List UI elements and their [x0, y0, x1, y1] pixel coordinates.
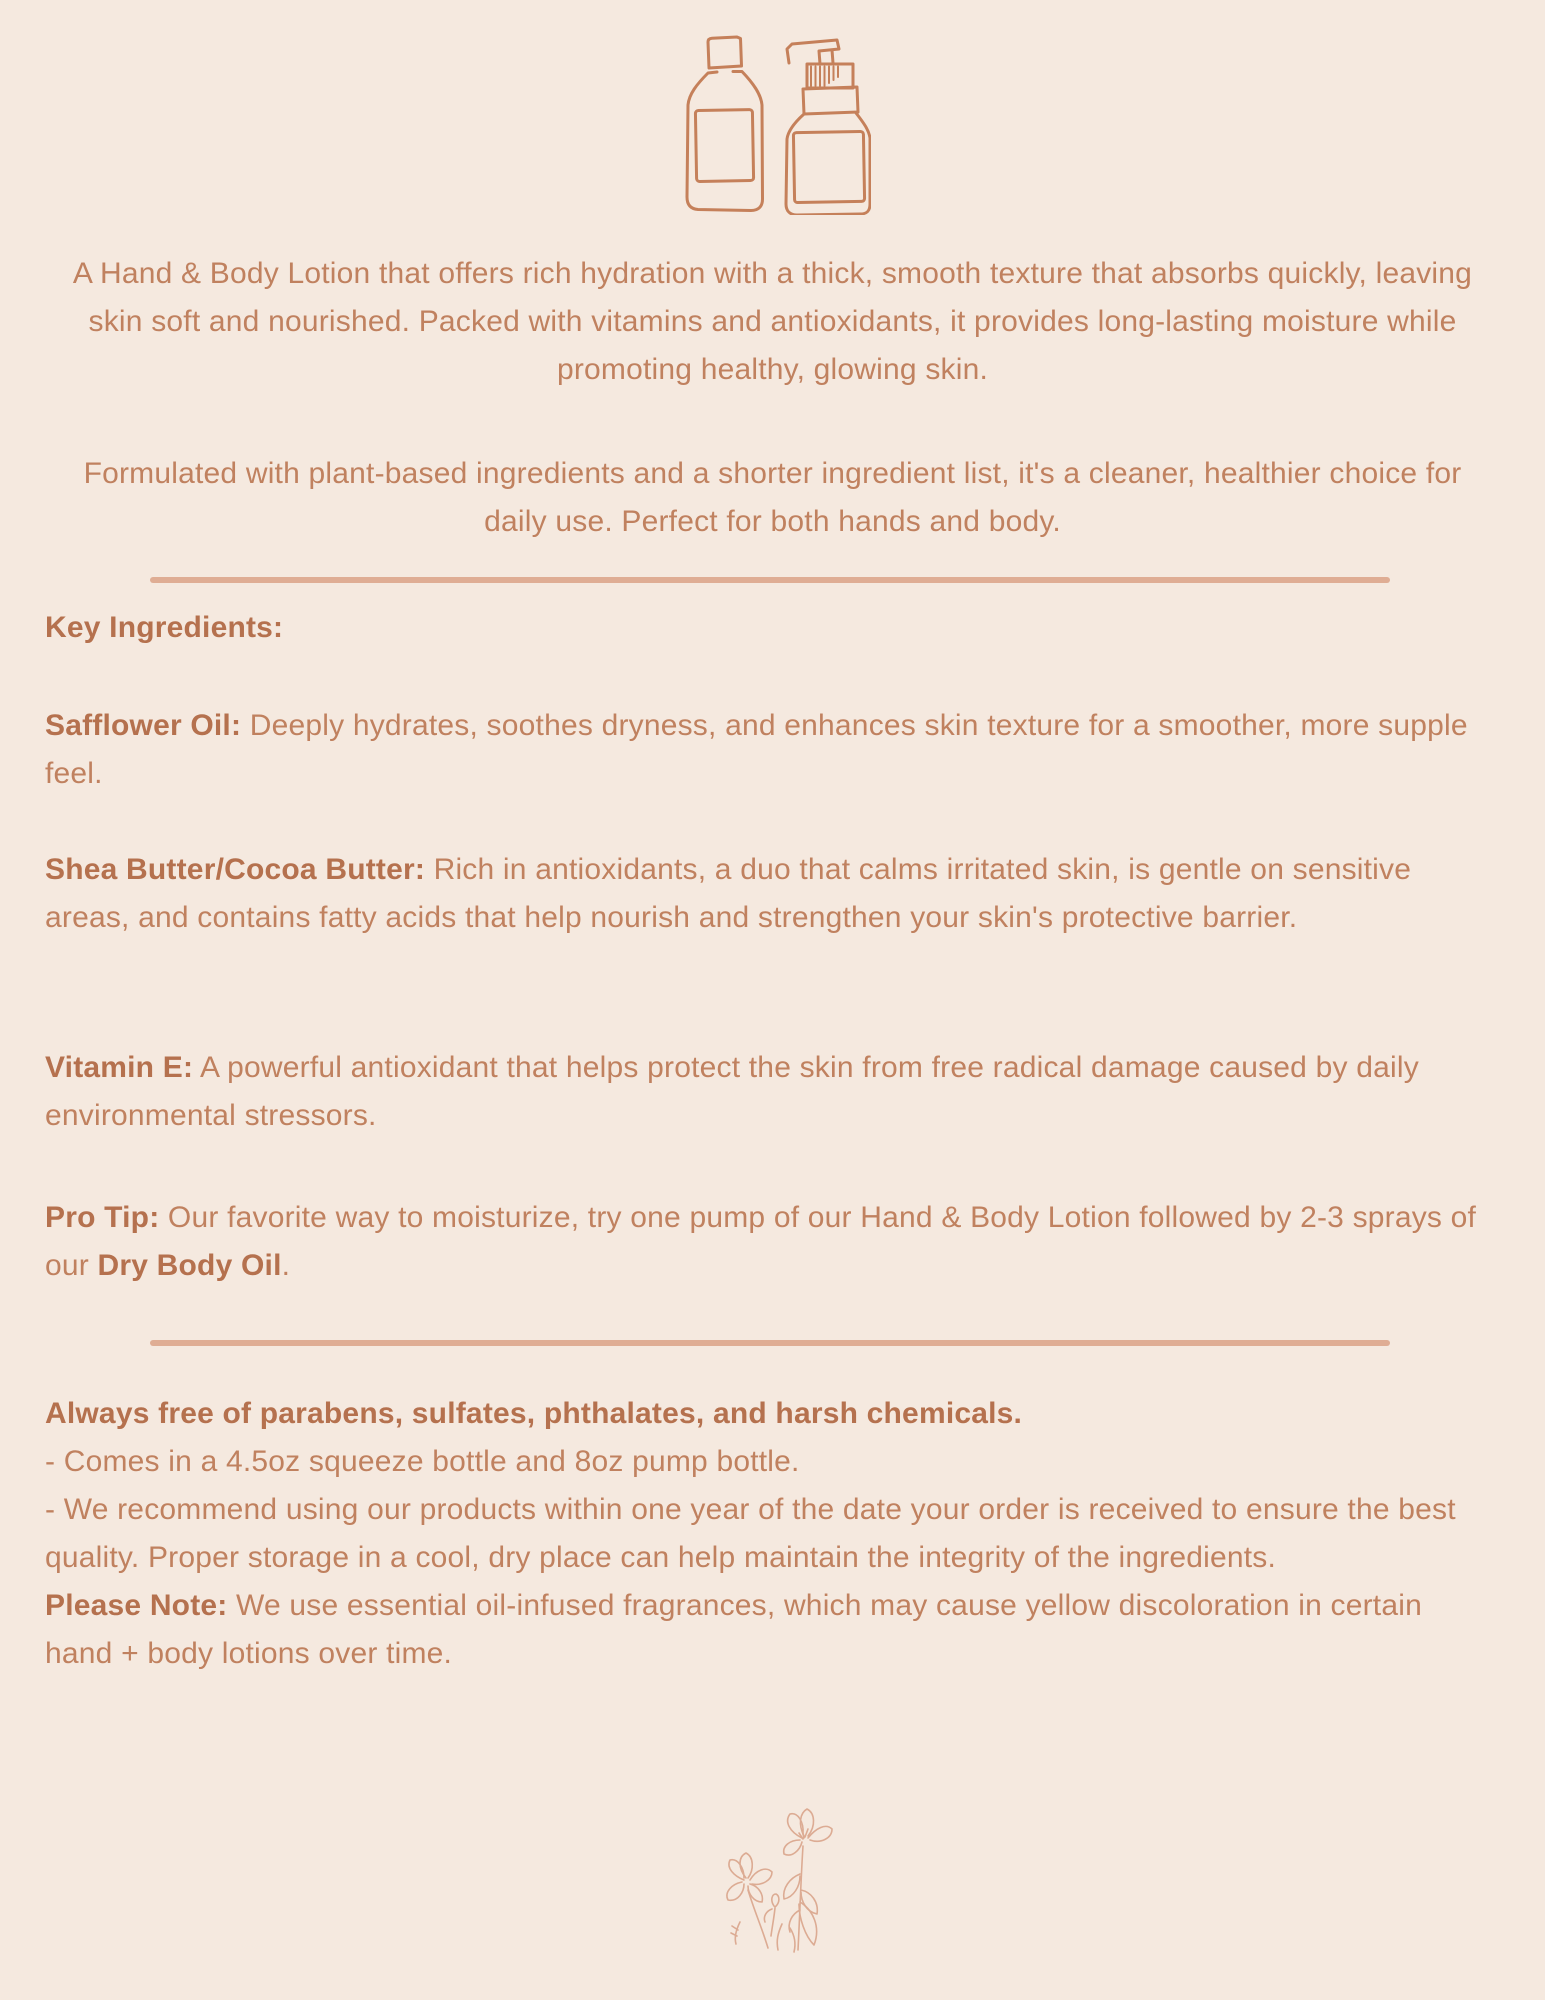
squeeze-bottle-label	[695, 110, 753, 182]
intro-paragraph-1	[55, 250, 1490, 394]
squeeze-bottle-cap	[708, 37, 742, 68]
flower-leaf	[799, 1902, 817, 1945]
flower-sprig	[731, 1922, 740, 1944]
shelf-life-line: - We recommend using our products within one year of the date your order is received to ensure the best quality. Proper storage in a cool, dry place can help maintain the integrity of the ingredients.	[45, 1493, 1456, 1574]
key-ingredients-heading: Key Ingredients:	[45, 611, 284, 644]
free-of-line	[45, 1390, 1497, 1438]
flower-petal	[727, 1882, 744, 1900]
flower-stem	[771, 1908, 775, 1936]
pro-tip-highlight: Dry Body Oil	[97, 1249, 282, 1282]
ingredient-text: A powerful antioxidant that helps protect the skin from free radical damage caused by daily environmental stressors.	[45, 1051, 1419, 1132]
pro-tip-label: Pro Tip:	[45, 1201, 160, 1234]
lotion-bottles-icon	[685, 35, 871, 215]
flower-icon	[712, 1806, 852, 1954]
pump-bottle-label	[793, 131, 864, 202]
flower-petal	[740, 1853, 752, 1878]
ingredient-item-vitamin-e	[45, 1044, 1497, 1140]
pro-tip-block	[45, 1194, 1497, 1290]
product-notes-block	[45, 1390, 1497, 1678]
pro-tip-text: Our favorite way to moisturize, try one pump of our Hand & Body Lotion followed by 2-3 sprays of our	[45, 1201, 1477, 1282]
intro-paragraph-2	[55, 450, 1490, 546]
squeeze-bottle-body	[687, 72, 763, 211]
ingredient-label: Safflower Oil:	[45, 709, 242, 742]
ingredient-paragraph	[45, 702, 1497, 798]
bottles-illustration-svg	[685, 35, 871, 215]
flower-illustration-svg	[712, 1806, 852, 1954]
ingredient-label: Vitamin E:	[45, 1051, 194, 1084]
ingredient-text: Rich in antioxidants, a duo that calms irritated skin, is gentle on sensitive areas, and contains fatty acids that help nourish and strengthen your skin's protective barrier.	[45, 853, 1412, 934]
ingredient-text: Deeply hydrates, soothes dryness, and enhances skin texture for a smoother, more supple feel.	[45, 709, 1468, 790]
pro-tip-paragraph	[45, 1194, 1497, 1290]
please-note-text: We use essential oil-infused fragrances, which may cause yellow discoloration in certain hand + body lotions over time.	[45, 1589, 1422, 1670]
section-divider-bottom	[150, 1340, 1390, 1346]
please-note-label: Please Note:	[45, 1589, 228, 1622]
pump-neck	[803, 87, 858, 114]
ingredient-paragraph	[45, 846, 1497, 942]
pump-stem	[832, 50, 833, 63]
section-divider-top	[150, 577, 1390, 583]
flower-petal	[750, 1869, 772, 1884]
pro-tip-text-end: .	[281, 1249, 291, 1282]
intro-paragraph-1-text: A Hand & Body Lotion that offers rich hydration with a thick, smooth texture that absorbs quickly, leaving skin soft and nourished. Packed with vitamins and antioxidants, it provides long-lasting moisture while promoting healthy, glowing skin.	[72, 257, 1473, 386]
flower-leaf	[764, 1909, 772, 1922]
key-ingredients-heading-block	[45, 604, 1497, 652]
flower-sprig	[790, 1928, 795, 1952]
intro-paragraph-2-text: Formulated with plant-based ingredients and a shorter ingredient list, it's a cleaner, healthier choice for daily use. Perfect for both hands and body.	[83, 457, 1462, 538]
pump-bottle-body	[786, 113, 870, 215]
flower-bud	[772, 1894, 779, 1907]
free-of-text: Always free of parabens, sulfates, phthalates, and harsh chemicals.	[45, 1397, 1023, 1430]
ingredient-item-shea-cocoa	[45, 846, 1497, 942]
please-note-line	[45, 1582, 1497, 1678]
ingredient-label: Shea Butter/Cocoa Butter:	[45, 853, 426, 886]
flower-sprig	[777, 1924, 782, 1950]
flower-petal	[784, 1840, 802, 1855]
flower-leaf	[784, 1874, 800, 1899]
ingredient-item-safflower	[45, 702, 1497, 798]
sizes-line: - Comes in a 4.5oz squeeze bottle and 8oz pump bottle.	[45, 1445, 800, 1478]
ingredient-paragraph	[45, 1044, 1497, 1140]
